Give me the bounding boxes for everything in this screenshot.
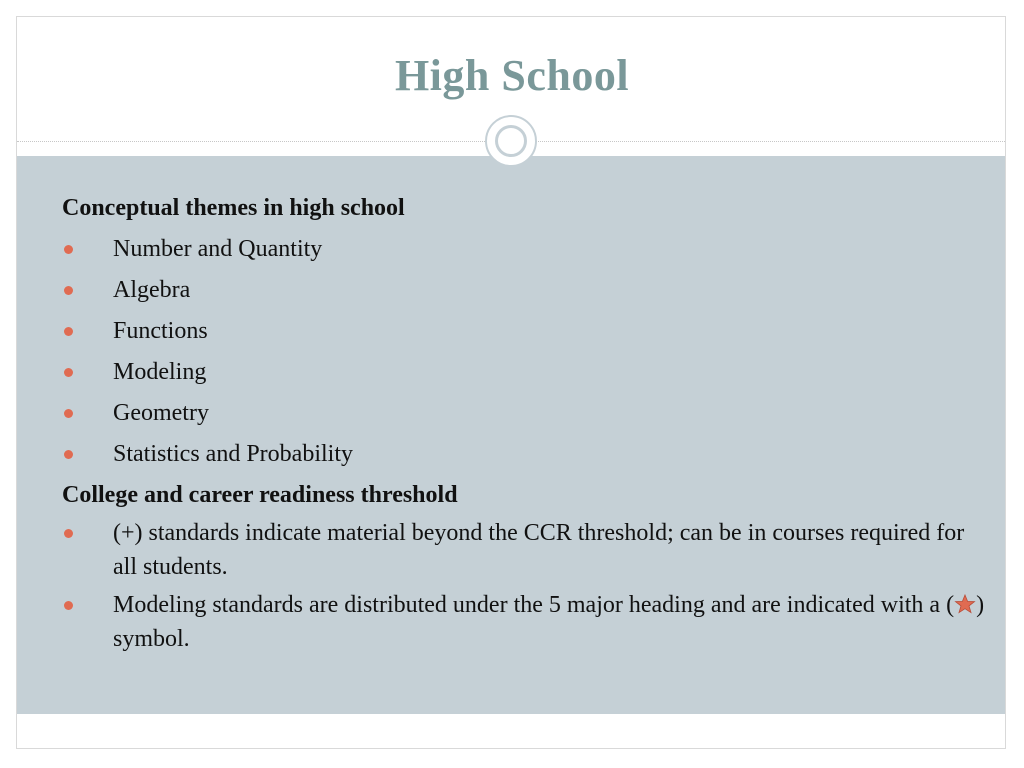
ccr-list: [62, 516, 992, 656]
ccr-item-text: (+) standards indicate material beyond the CCR threshold; can be in courses required for all students.: [113, 520, 965, 580]
theme-label: Algebra: [113, 277, 191, 303]
circle-bullet-icon: [64, 601, 73, 610]
slide-title: High School: [394, 51, 630, 100]
circle-bullet-icon: [64, 286, 73, 295]
list-item: [62, 440, 992, 469]
circle-bullet-icon: [64, 409, 73, 418]
circle-bullet-icon: [64, 327, 73, 336]
circle-bullet-icon: [64, 529, 73, 538]
circle-ornament-icon: [485, 115, 537, 167]
list-item: [62, 588, 992, 656]
theme-label: Number and Quantity: [113, 236, 323, 262]
circle-bullet-icon: [64, 450, 73, 459]
circle-bullet-icon: [64, 368, 73, 377]
theme-label: Functions: [113, 318, 208, 344]
list-item: [62, 399, 992, 428]
theme-label: Modeling: [113, 359, 207, 385]
list-item: [62, 235, 992, 264]
ccr-item-text-after: ) symbol.: [113, 592, 985, 652]
section-heading-ccr: College and career readiness threshold: [62, 482, 458, 508]
themes-list: [62, 235, 992, 469]
star-icon: [954, 593, 976, 615]
star-icon-svg: [954, 593, 976, 615]
section-heading-themes: Conceptual themes in high school: [62, 195, 405, 221]
list-item: [62, 516, 992, 584]
slide-body: [62, 194, 992, 660]
list-item: [62, 317, 992, 346]
circle-ornament-inner: [495, 125, 527, 157]
theme-label: Geometry: [113, 400, 209, 426]
list-item: [62, 358, 992, 387]
list-item: [62, 276, 992, 305]
circle-bullet-icon: [64, 245, 73, 254]
ccr-item-text-before: Modeling standards are distributed under the 5 major heading and are indicated with a (: [113, 592, 955, 618]
theme-label: Statistics and Probability: [113, 441, 353, 467]
